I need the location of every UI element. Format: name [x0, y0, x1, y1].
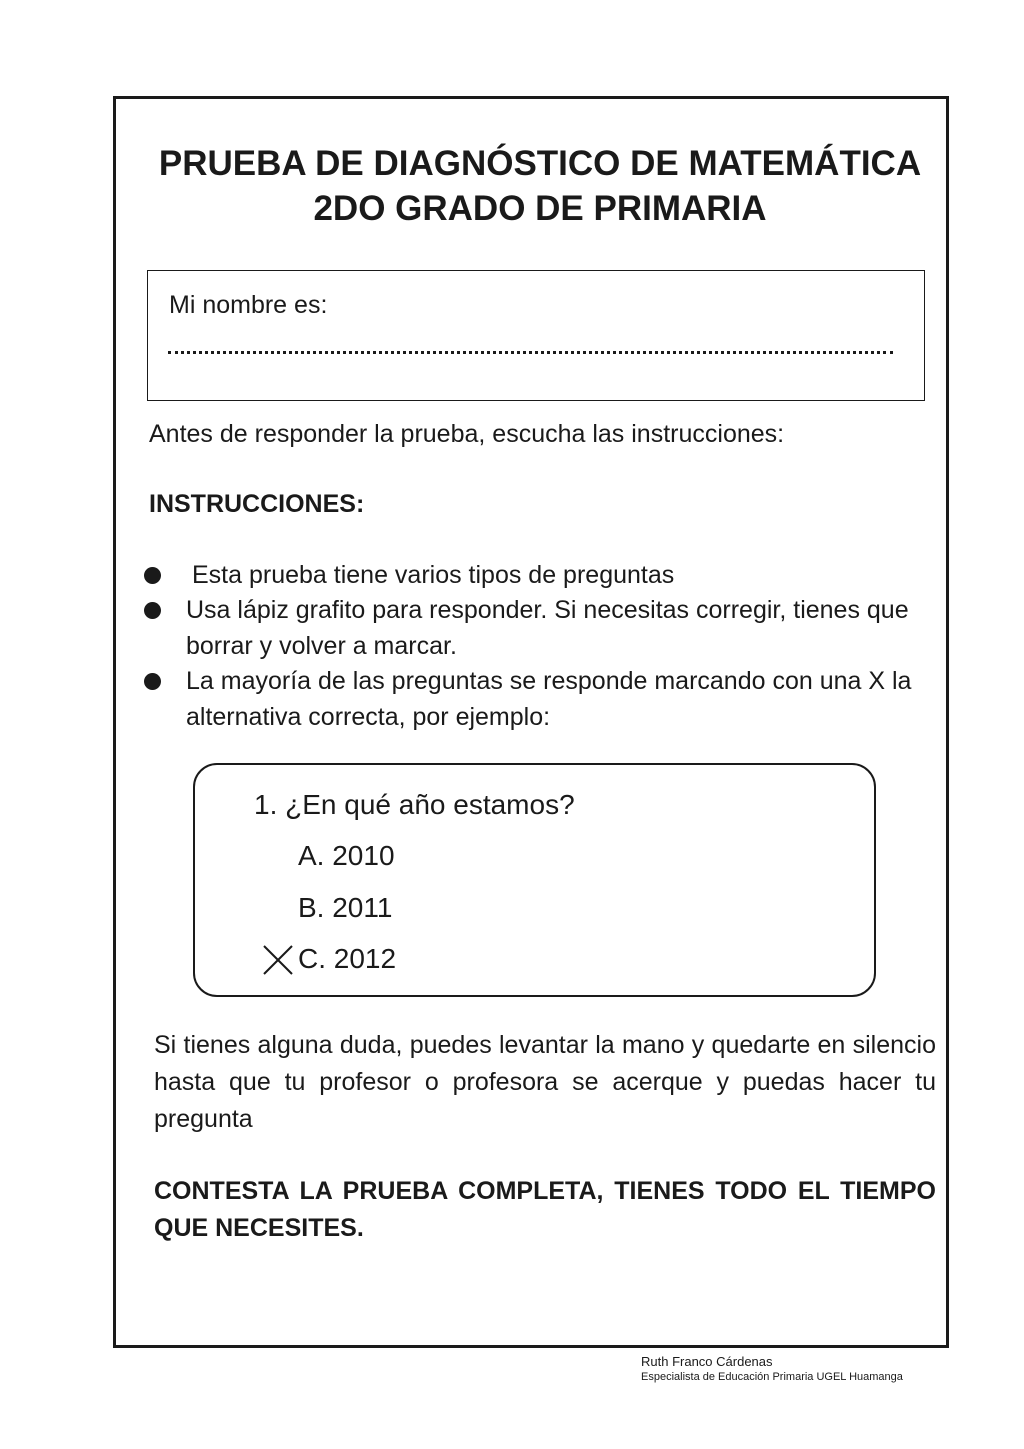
- final-instruction: CONTESTA LA PRUEBA COMPLETA, TIENES TODO EL TIEMPO QUE NECESITES.: [154, 1177, 936, 1242]
- author-name: Ruth Franco Cárdenas: [641, 1354, 773, 1369]
- example-option-a: A. 2010: [298, 840, 395, 871]
- bullet-icon: [144, 673, 161, 690]
- instructions-heading: INSTRUCCIONES:: [149, 490, 365, 518]
- bullet-icon: [144, 602, 161, 619]
- name-label: Mi nombre es:: [169, 291, 328, 319]
- document-title: PRUEBA DE DIAGNÓSTICO DE MATEMÁTICA: [158, 144, 922, 183]
- instruction-item: La mayoría de las preguntas se responde marcando con una X la alternativa correcta, por ejemplo:: [186, 667, 912, 731]
- bullet-icon: [144, 567, 161, 584]
- name-box: [147, 270, 925, 401]
- x-mark-icon: [262, 944, 294, 976]
- instruction-item: Esta prueba tiene varios tipos de preguntas: [192, 561, 675, 589]
- example-option-b: B. 2011: [298, 892, 393, 923]
- name-field[interactable]: [168, 341, 893, 354]
- document-subtitle: 2DO GRADO DE PRIMARIA: [313, 189, 767, 228]
- example-option-c: C. 2012: [298, 943, 397, 974]
- doubt-paragraph: Si tienes alguna duda, puedes levantar la mano y quedarte en silencio hasta que tu profesor o profesora se acerque y puedas hacer tu pregunta: [154, 1031, 936, 1133]
- intro-text: Antes de responder la prueba, escucha las instrucciones:: [149, 420, 785, 448]
- example-question: 1. ¿En qué año estamos?: [254, 789, 575, 820]
- instruction-item: Usa lápiz grafito para responder. Si necesitas corregir, tienes que borrar y volver a marcar.: [186, 596, 909, 660]
- author-role: Especialista de Educación Primaria UGEL Huamanga: [641, 1371, 903, 1383]
